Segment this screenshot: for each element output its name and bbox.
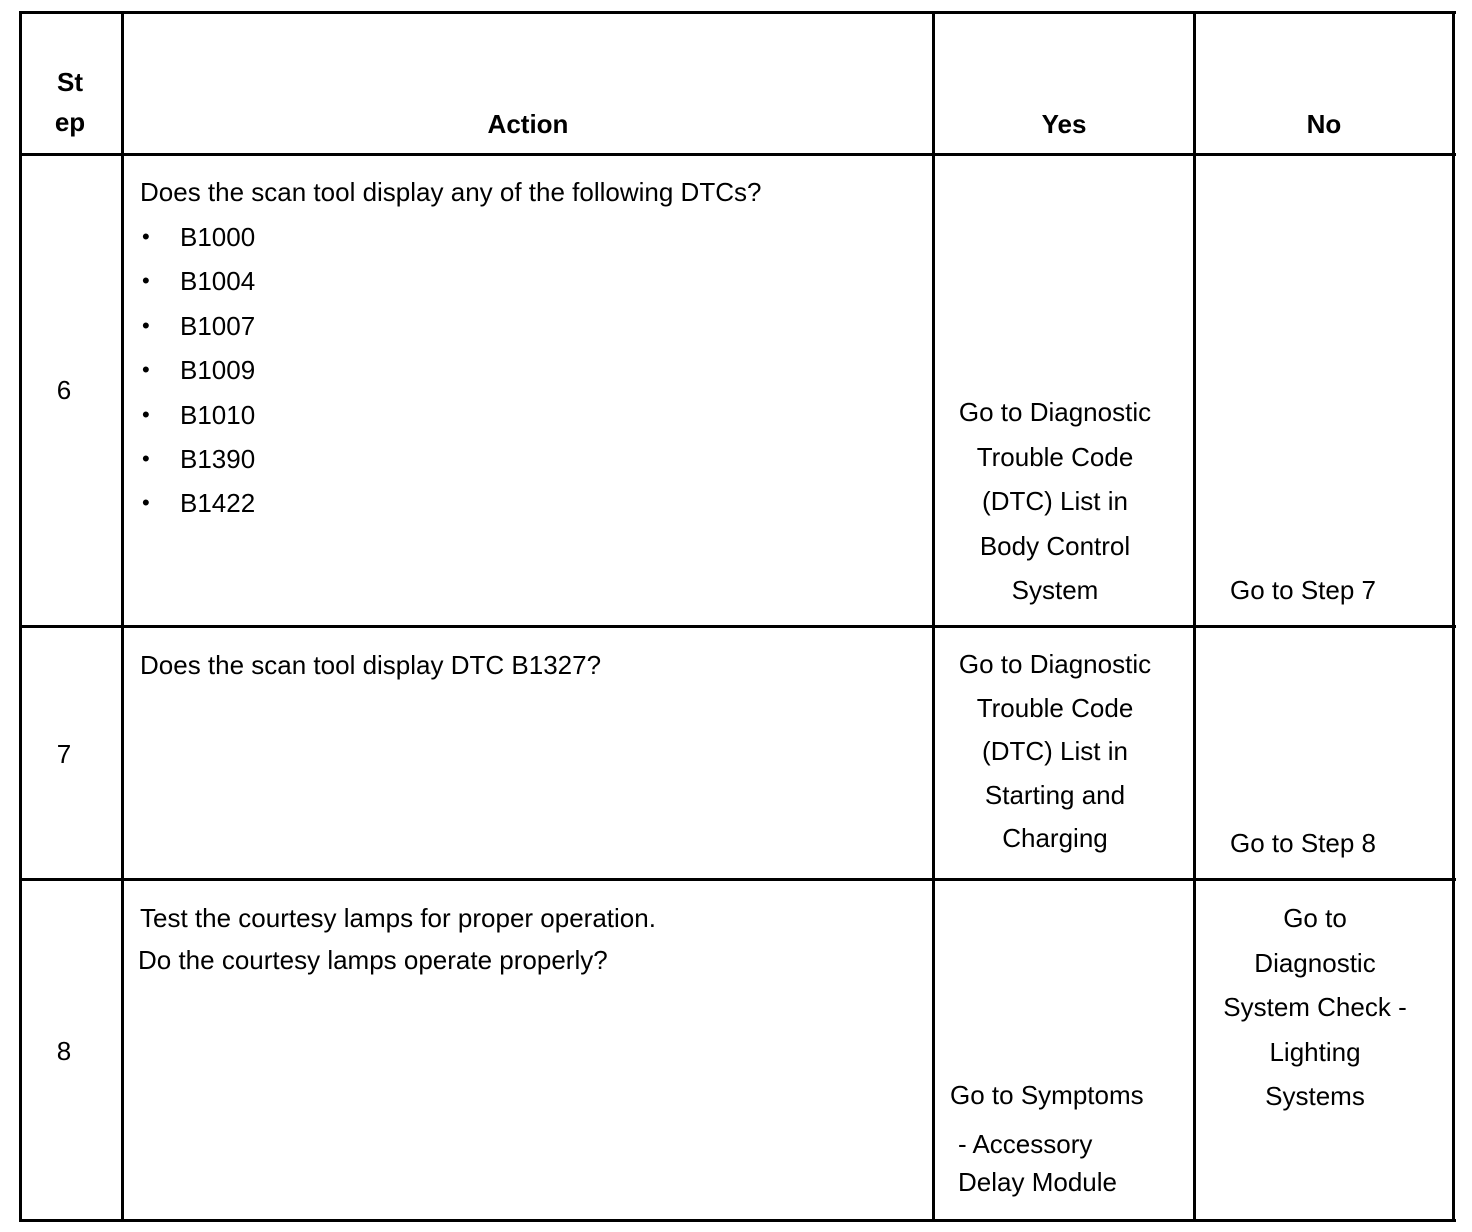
header-action: Action bbox=[487, 109, 569, 139]
step-number: 8 bbox=[56, 1036, 72, 1066]
row-divider bbox=[20, 878, 1456, 881]
yes-result: Go to Diagnostic Trouble Code (DTC) List in Body Control System bbox=[958, 397, 1152, 605]
table-border-top bbox=[20, 11, 1456, 14]
table-border-right bbox=[1452, 11, 1455, 1222]
table-border-bottom bbox=[20, 1219, 1456, 1222]
action-question: Does the scan tool display any of the following DTCs? bbox=[140, 177, 762, 207]
bullet-icon: • bbox=[142, 312, 150, 338]
column-divider bbox=[932, 11, 935, 1222]
yes-result-line: Go to Symptoms bbox=[950, 1080, 1144, 1110]
dtc-list bbox=[140, 215, 255, 526]
list-item: • B1390 bbox=[140, 437, 255, 481]
list-item: • B1000 bbox=[140, 215, 255, 259]
no-result: Go to Step 7 bbox=[1230, 575, 1376, 605]
header-divider bbox=[20, 153, 1456, 156]
no-result: Go to Diagnostic System Check - Lighting Systems bbox=[1223, 903, 1407, 1111]
list-item: • B1009 bbox=[140, 348, 255, 392]
bullet-icon: • bbox=[142, 446, 150, 472]
bullet-icon: • bbox=[142, 357, 150, 383]
action-line: Test the courtesy lamps for proper operation. bbox=[140, 903, 656, 933]
bullet-icon: • bbox=[142, 224, 150, 249]
header-step: St ep bbox=[54, 67, 86, 137]
no-result: Go to Step 8 bbox=[1230, 828, 1376, 858]
list-item: • B1422 bbox=[140, 481, 255, 525]
yes-result: Go to Diagnostic Trouble Code (DTC) List in Starting and Charging bbox=[958, 649, 1152, 853]
bullet-icon: • bbox=[142, 401, 150, 427]
row-divider bbox=[20, 625, 1456, 628]
header-no: No bbox=[1306, 109, 1342, 139]
step-number: 6 bbox=[56, 375, 72, 405]
column-divider bbox=[121, 11, 124, 1222]
header-yes: Yes bbox=[1041, 109, 1087, 139]
bullet-icon: • bbox=[142, 268, 150, 294]
list-item: • B1010 bbox=[140, 393, 255, 437]
step-number: 7 bbox=[56, 739, 72, 769]
yes-result-line: Delay Module bbox=[958, 1167, 1117, 1197]
yes-result-line: - Accessory bbox=[958, 1129, 1093, 1159]
column-divider bbox=[1193, 11, 1196, 1222]
bullet-icon: • bbox=[142, 490, 150, 516]
action-question: Do the courtesy lamps operate properly? bbox=[138, 945, 608, 975]
action-question: Does the scan tool display DTC B1327? bbox=[140, 650, 602, 680]
list-item: • B1007 bbox=[140, 304, 255, 348]
list-item: • B1004 bbox=[140, 259, 255, 303]
